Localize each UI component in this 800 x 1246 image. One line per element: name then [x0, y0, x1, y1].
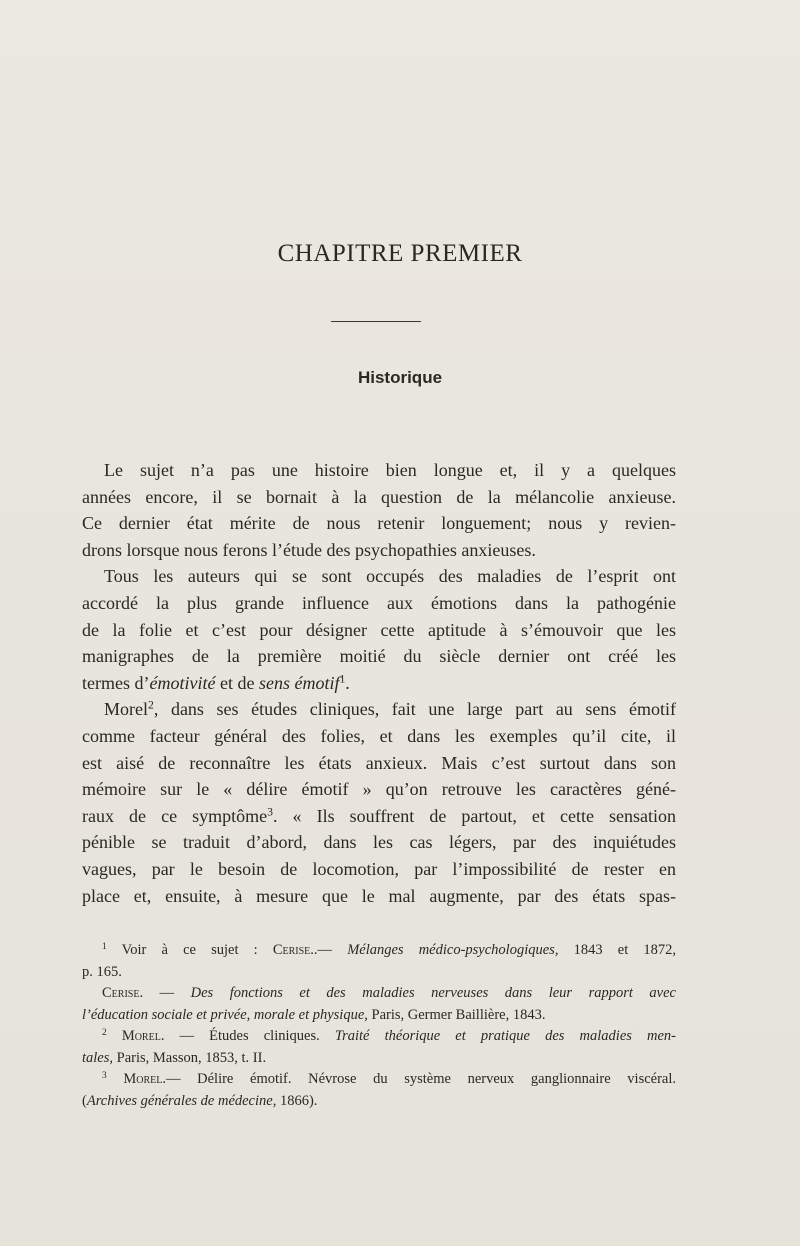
body-text [82, 457, 676, 909]
body-line: pénible se traduit d’abord, dans les cas légers, par des inquiétudes [82, 832, 676, 853]
body-text-span: . [345, 672, 350, 693]
footnote-3 [82, 1069, 676, 1091]
body-text-span: . « Ils souffrent de partout, et cette sensation [272, 805, 677, 826]
footnote-text: 1866). [276, 1092, 318, 1109]
footnote-title: Des fonctions et des maladies nerveuses dans leur rapport avec [190, 985, 676, 1001]
body-line: vagues, par le besoin de locomotion, par l’impossibilité de rester en [82, 858, 676, 879]
body-line: Tous les auteurs qui se sont occupés des maladies de l’esprit ont [104, 566, 676, 587]
body-line: comme facteur général des folies, et dans les exemples qu’il cite, il [82, 725, 676, 746]
footnote-number: 1 [102, 941, 107, 952]
footnote-title: l’éducation sociale et privée, morale et physique, [82, 1006, 368, 1023]
footnote-text: 1843 et 1872, [558, 942, 677, 958]
body-line: de la folie et c’est pour désigner cette aptitude à s’émouvoir que les [82, 619, 676, 640]
body-line: accordé la plus grande influence aux émotions dans la pathogénie [82, 592, 676, 613]
body-line: Le sujet n’a pas une histoire bien longue et, il y a quelques [104, 460, 676, 480]
footnote-author: Morel. [121, 1028, 165, 1044]
body-line [82, 670, 676, 697]
footnote-title: Archives générales de médecine, [86, 1092, 277, 1109]
body-text-span: termes d’ [82, 672, 150, 693]
footnote-text: — [143, 985, 191, 1001]
author-morel: Morel [104, 699, 148, 720]
footnote-number: 2 [102, 1027, 107, 1038]
body-line: drons lorsque nous ferons l’étude des psychopathies anxieuses. [82, 539, 536, 560]
footnote-number: 3 [102, 1070, 107, 1081]
footnote-text: ( [82, 1092, 87, 1109]
footnote-3-cont [82, 1091, 676, 1113]
footnote-text: Voir à ce sujet : [121, 942, 273, 958]
footnote-text: Paris, Masson, 1853, t. II. [113, 1049, 267, 1066]
body-line: manigraphes de la première moitié du siècle dernier ont créé les [82, 646, 676, 667]
footnote-title: tales, [82, 1049, 114, 1066]
footnote-author: Cerise. [102, 985, 144, 1001]
footnotes [82, 940, 676, 1112]
footnote-text: .— [313, 942, 348, 958]
footnote-text: — Délire émotif. Névrose du système nerveux ganglionnaire viscéral. [166, 1071, 677, 1087]
footnote-ref-2: 2 [148, 698, 154, 712]
body-line [82, 696, 676, 723]
footnote-text: — Études cliniques. [164, 1028, 335, 1044]
title-divider [331, 321, 421, 322]
body-line: est aisé de reconnaître les états anxieux. Mais c’est surtout dans son [82, 752, 676, 773]
body-line: Ce dernier état mérite de nous retenir longuement; nous y revien- [82, 513, 676, 534]
footnote-2-cont [82, 1048, 676, 1070]
footnote-text: Paris, Germer Baillière, 1843. [367, 1006, 546, 1023]
footnote-title: Mélanges médico-psychologiques, [347, 942, 559, 958]
footnote-2 [82, 1026, 676, 1048]
body-line: place et, ensuite, à mesure que le mal augmente, par des états spas- [82, 885, 676, 906]
footnote-author: Morel. [123, 1071, 166, 1087]
footnote-author: Cerise. [272, 942, 314, 958]
footnote-1 [82, 940, 676, 962]
term-sens-emotif: sens émotif [258, 672, 340, 693]
footnote-1b [82, 983, 676, 1005]
term-emotivite: émotivité [149, 672, 216, 693]
body-text-span: , dans ses études cliniques, fait une large part au sens émotif [153, 699, 676, 720]
body-line [82, 803, 676, 830]
body-text-span: et de [215, 672, 259, 693]
footnote-1b-cont [82, 1005, 676, 1027]
section-title: Historique [357, 368, 443, 387]
body-line: années encore, il se bornait à la question de la mélancolie anxieuse. [82, 486, 676, 507]
body-line: mémoire sur le « délire émotif » qu’on retrouve les caractères géné- [82, 779, 676, 800]
footnote-title: Traité théorique et pratique des maladies men- [334, 1028, 676, 1044]
body-text-span: raux de ce symptôme [82, 805, 268, 826]
footnote-ref-1: 1 [339, 672, 346, 686]
chapter-title: CHAPITRE PREMIER [277, 240, 523, 267]
footnote-1-cont: p. 165. [82, 963, 122, 980]
footnote-ref-3: 3 [267, 805, 273, 819]
